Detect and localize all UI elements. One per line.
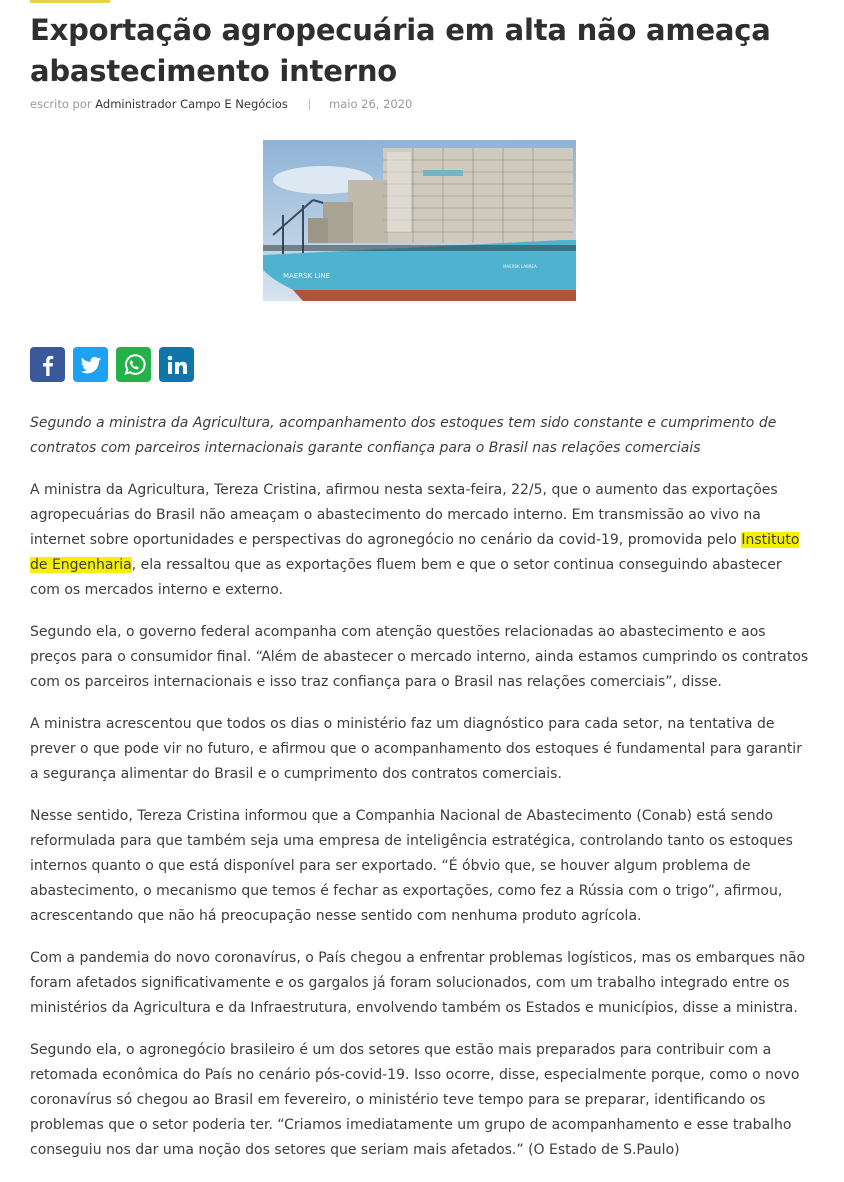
container-ship-image [263, 140, 576, 301]
whatsapp-icon [121, 352, 147, 378]
paragraph-4: Nesse sentido, Tereza Cristina informou que a Companhia Nacional de Abastecimento (Conab) está sendo reformulada para que também seja uma empresa de inteligência estratégica, controlando tanto os estoques internos quanto o que está disponível para ser exportado. “É óbvio que, se houver algum problema de abastecimento, o mecanismo que temos é fechar as exportações, como fez a Rússia com o trigo”, afirmou, acrescentando que não há preocupação nesse sentido com nenhuma produto agrícola. [30, 808, 793, 924]
whatsapp-share-button[interactable] [116, 347, 151, 382]
category-underline [30, 0, 110, 3]
article-meta [30, 97, 412, 111]
instituto-engenharia-link[interactable]: Instituto de Engenharia [30, 532, 800, 573]
paragraph-3: A ministra acrescentou que todos os dias o ministério faz um diagnóstico para cada setor, na tentativa de prever o que pode vir no futuro, e afirmou que o acompanhamento dos estoques é fundamental para garantir a segurança alimentar do Brasil e o cumprimento dos contratos comerciais. [30, 716, 802, 782]
meta-separator: | [307, 97, 312, 111]
facebook-share-button[interactable] [30, 347, 65, 382]
paragraph-1 [30, 478, 814, 603]
share-buttons [30, 347, 194, 382]
paragraph-1-text-b: , ela ressaltou que as exportações fluem bem e que o setor continua conseguindo abastecer com os mercados interno e externo. [30, 557, 782, 598]
paragraph-1-text-a: A ministra da Agricultura, Tereza Cristina, afirmou nesta sexta-feira, 22/5, que o aumento das exportações agropecuárias do Brasil não ameaçam o abastecimento do mercado interno. Em transmissão ao vivo na internet sobre oportunidades e perspectivas do agronegócio no cenário da covid-19, promovida pelo [30, 482, 778, 548]
publish-date: maio 26, 2020 [329, 97, 413, 111]
article-body [30, 411, 814, 1180]
written-by-label: escrito por [30, 97, 92, 111]
paragraph-5: Com a pandemia do novo coronavírus, o País chegou a enfrentar problemas logísticos, mas os embarques não foram afetados significativamente e os gargalos já foram solucionados, com um trabalho integrado entre os ministérios da Agricultura e da Infraestrutura, envolvendo também os Estados e municípios, disse a ministra. [30, 950, 806, 1016]
twitter-share-button[interactable] [73, 347, 108, 382]
linkedin-share-button[interactable] [159, 347, 194, 382]
ship-name: MAERSK LABREA [503, 264, 537, 269]
linkedin-icon [165, 353, 189, 377]
facebook-icon [35, 352, 61, 378]
author-link[interactable]: Administrador Campo E Negócios [95, 97, 288, 111]
hull-lettering: MAERSK LINE [283, 272, 330, 280]
twitter-icon [79, 353, 103, 377]
paragraph-6: Segundo ela, o agronegócio brasileiro é um dos setores que estão mais preparados para contribuir com a retomada econômica do País no cenário pós-covid-19. Isso ocorre, disse, especialmente porque, como o novo coronavírus só chegou ao Brasil em fevereiro, o ministério teve tempo para se preparar, identificando os problemas que o setor poderia ter. “Criamos imediatamente um grupo de acompanhamento e esse trabalho conseguiu nos dar uma noção dos setores que seriam mais afetados.” (O Estado de S.Paulo) [30, 1042, 800, 1158]
paragraph-2: Segundo ela, o governo federal acompanha com atenção questões relacionadas ao abastecimento e aos preços para o consumidor final. “Além de abastecer o mercado interno, ainda estamos cumprindo os contratos com os parceiros internacionais e isso traz confiança para o Brasil nas relações comerciais”, disse. [30, 624, 809, 690]
article-image [263, 140, 576, 301]
article-lead: Segundo a ministra da Agricultura, acompanhamento dos estoques tem sido constante e cumprimento de contratos com parceiros internacionais garante confiança para o Brasil nas relações comerciais [30, 415, 777, 456]
article-title: Exportação agropecuária em alta não ameaça abastecimento interno [30, 13, 771, 88]
